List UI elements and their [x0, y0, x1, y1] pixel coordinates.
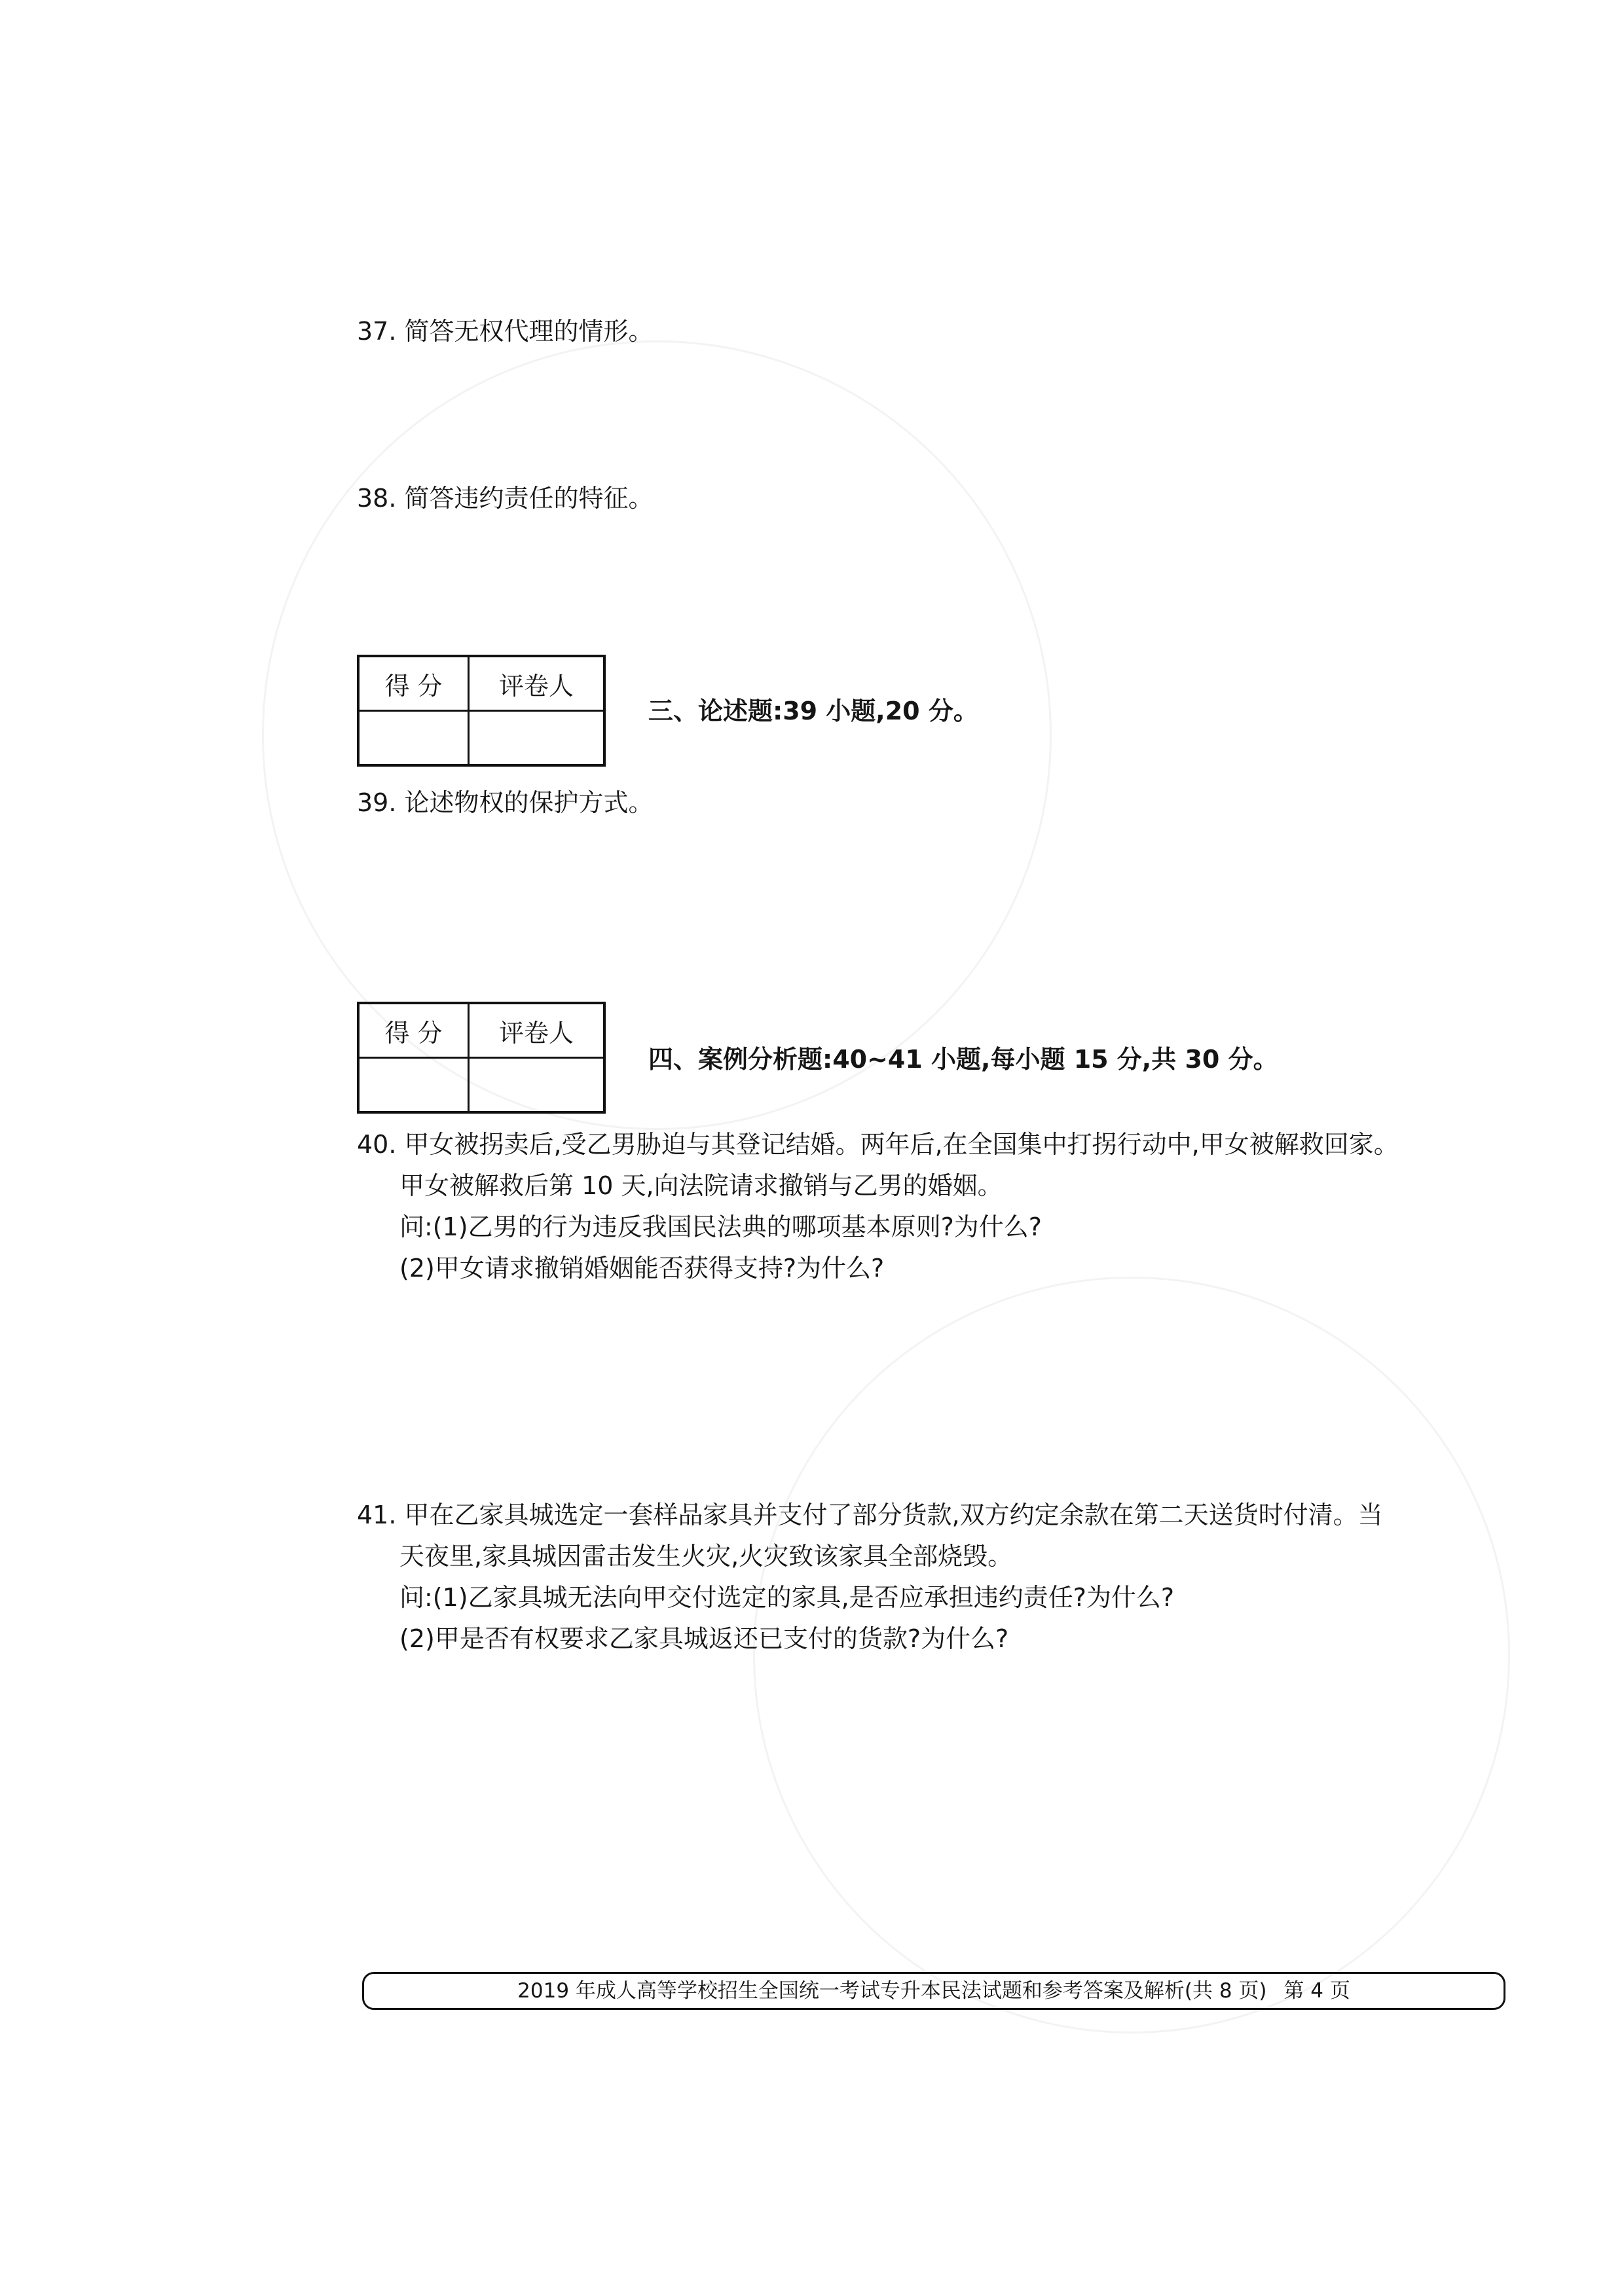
question-40-line-2: 甲女被解救后第 10 天,向法院请求撤销与乙男的婚姻。 — [399, 1171, 1003, 1200]
question-40-line-3: 问:(1)乙男的行为违反我国民法典的哪项基本原则?为什么? — [399, 1212, 1042, 1241]
score-table-section-four — [357, 1002, 606, 1114]
footer-title: 2019 年成人高等学校招生全国统一考试专升本民法试题和参考答案及解析(共 8 页) — [517, 1979, 1267, 2003]
question-41-line-4: (2)甲是否有权要求乙家具城返还已支付的货款?为什么? — [399, 1624, 1009, 1653]
question-41-line-2: 天夜里,家具城因雷击发生火灾,火灾致该家具全部烧毁。 — [399, 1542, 1013, 1571]
grader-label: 评卷人 — [469, 656, 605, 711]
section-three-title: 三、论述题:39 小题,20 分。 — [648, 697, 978, 725]
grader-label: 评卷人 — [469, 1003, 605, 1058]
grader-cell[interactable] — [469, 711, 605, 766]
score-label: 得 分 — [358, 1003, 469, 1058]
score-cell[interactable] — [358, 711, 469, 766]
question-40-line-4: (2)甲女请求撤销婚姻能否获得支持?为什么? — [399, 1254, 885, 1283]
page-footer — [362, 1972, 1505, 2010]
section-four-title: 四、案例分析题:40~41 小题,每小题 15 分,共 30 分。 — [648, 1045, 1278, 1074]
score-label: 得 分 — [358, 656, 469, 711]
question-40-line-1: 40. 甲女被拐卖后,受乙男胁迫与其登记结婚。两年后,在全国集中打拐行动中,甲女被解救回家。 — [357, 1130, 1399, 1159]
question-39: 39. 论述物权的保护方式。 — [357, 788, 654, 817]
score-table-section-three — [357, 655, 606, 767]
grader-cell[interactable] — [469, 1058, 605, 1113]
score-cell[interactable] — [358, 1058, 469, 1113]
question-41-line-3: 问:(1)乙家具城无法向甲交付选定的家具,是否应承担违约责任?为什么? — [399, 1583, 1175, 1612]
question-38: 38. 简答违约责任的特征。 — [357, 484, 654, 513]
question-37: 37. 简答无权代理的情形。 — [357, 317, 654, 346]
footer-page-number: 第 4 页 — [1283, 1979, 1350, 2003]
question-41-line-1: 41. 甲在乙家具城选定一套样品家具并支付了部分货款,双方约定余款在第二天送货时付清。当 — [357, 1501, 1383, 1529]
